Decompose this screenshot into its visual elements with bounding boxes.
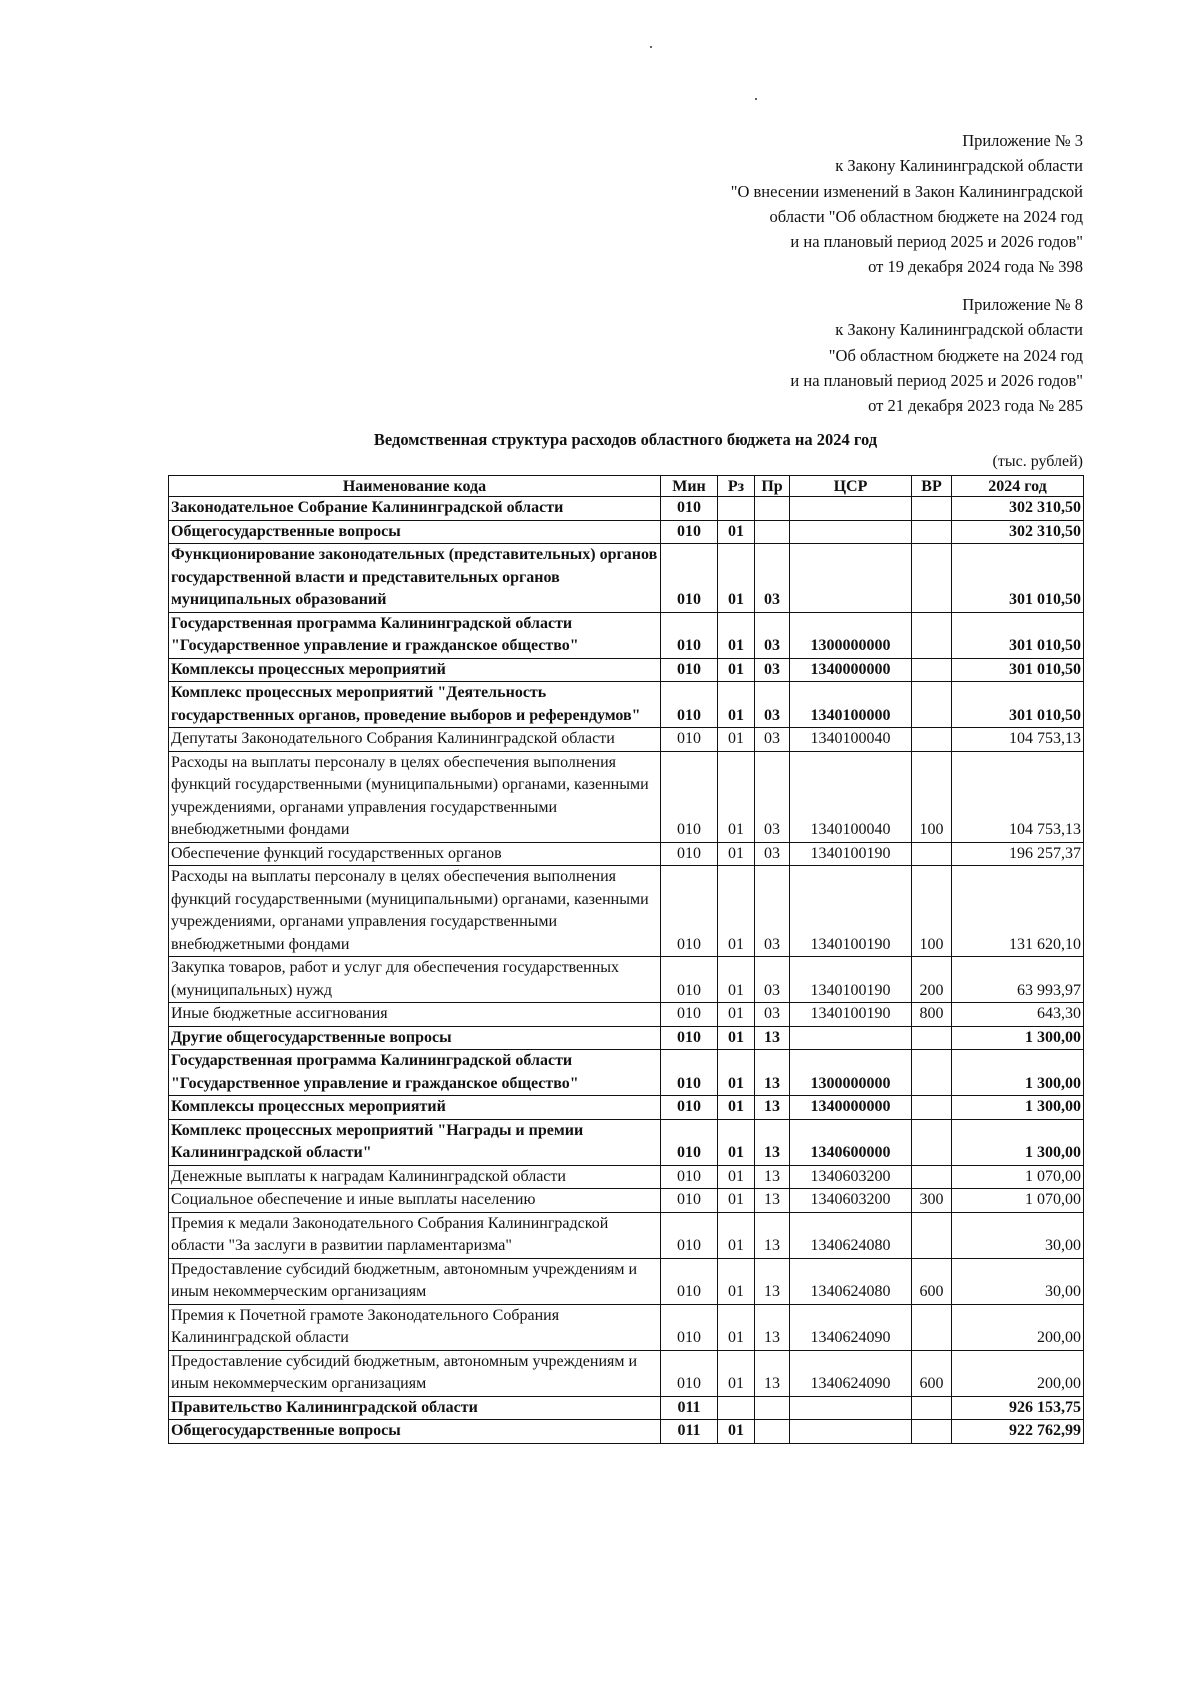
row-vr <box>912 1304 952 1350</box>
row-sum: 1 070,00 <box>952 1165 1084 1189</box>
row-sum: 200,00 <box>952 1304 1084 1350</box>
row-vr: 600 <box>912 1258 952 1304</box>
scan-speck <box>650 46 652 48</box>
table-row <box>169 682 1084 728</box>
row-name: Иные бюджетные ассигнования <box>169 1003 661 1027</box>
row-pr: 03 <box>755 728 790 752</box>
row-pr: 03 <box>755 544 790 613</box>
row-name: Комплекс процессных мероприятий "Деятельность государственных органов, проведение выборов и референдумов" <box>169 682 661 728</box>
row-name: Расходы на выплаты персоналу в целях обеспечения выполнения функций государственными (муниципальными) органами, казенными учреждениями, органами управления государственными внебюджетными фондами <box>169 866 661 957</box>
row-vr: 100 <box>912 751 952 842</box>
row-csr <box>790 497 912 521</box>
row-min: 010 <box>661 1003 718 1027</box>
table-row <box>169 1350 1084 1396</box>
table-row <box>169 497 1084 521</box>
row-vr <box>912 1050 952 1096</box>
row-min: 011 <box>661 1396 718 1420</box>
table-row <box>169 1165 1084 1189</box>
row-name: Предоставление субсидий бюджетным, автономным учреждениям и иным некоммерческим организациям <box>169 1258 661 1304</box>
col-header-sum: 2024 год <box>952 476 1084 497</box>
row-name: Расходы на выплаты персоналу в целях обеспечения выполнения функций государственными (муниципальными) органами, казенными учреждениями, органами управления государственными внебюджетными фондами <box>169 751 661 842</box>
row-sum: 1 300,00 <box>952 1096 1084 1120</box>
row-rz <box>718 497 755 521</box>
row-rz: 01 <box>718 520 755 544</box>
row-vr: 600 <box>912 1350 952 1396</box>
row-sum: 922 762,99 <box>952 1420 1084 1444</box>
row-csr <box>790 1396 912 1420</box>
row-csr: 1340624080 <box>790 1258 912 1304</box>
row-sum: 302 310,50 <box>952 520 1084 544</box>
col-header-min: Мин <box>661 476 718 497</box>
row-csr: 1340100000 <box>790 682 912 728</box>
header-line: и на плановый период 2025 и 2026 годов" <box>790 232 1083 252</box>
row-pr: 03 <box>755 866 790 957</box>
row-vr <box>912 1026 952 1050</box>
table-row <box>169 957 1084 1003</box>
row-pr: 03 <box>755 612 790 658</box>
header-line: области "Об областном бюджете на 2024 год <box>769 206 1083 226</box>
row-sum: 302 310,50 <box>952 497 1084 521</box>
row-rz: 01 <box>718 1003 755 1027</box>
row-pr: 13 <box>755 1350 790 1396</box>
row-sum: 1 300,00 <box>952 1050 1084 1096</box>
row-rz: 01 <box>718 1258 755 1304</box>
row-pr: 13 <box>755 1165 790 1189</box>
table-row <box>169 1050 1084 1096</box>
row-vr: 100 <box>912 866 952 957</box>
row-rz: 01 <box>718 842 755 866</box>
row-min: 010 <box>661 1258 718 1304</box>
row-sum: 30,00 <box>952 1258 1084 1304</box>
row-sum: 131 620,10 <box>952 866 1084 957</box>
row-vr <box>912 497 952 521</box>
row-name: Денежные выплаты к наградам Калининградской области <box>169 1165 661 1189</box>
row-pr: 13 <box>755 1119 790 1165</box>
row-min: 010 <box>661 520 718 544</box>
header-line: к Закону Калининградской области <box>835 320 1083 340</box>
table-row <box>169 1119 1084 1165</box>
col-header-name: Наименование кода <box>169 476 661 497</box>
row-csr: 1340624090 <box>790 1304 912 1350</box>
row-sum: 643,30 <box>952 1003 1084 1027</box>
document-title: Ведомственная структура расходов областного бюджета на 2024 год <box>373 430 878 449</box>
table-row <box>169 751 1084 842</box>
row-min: 010 <box>661 751 718 842</box>
row-pr: 13 <box>755 1212 790 1258</box>
row-name: Государственная программа Калининградской области "Государственное управление и гражданское общество" <box>169 1050 661 1096</box>
row-min: 010 <box>661 728 718 752</box>
row-name: Функционирование законодательных (представительных) органов государственной власти и представительных органов муниципальных образований <box>169 544 661 613</box>
row-sum: 301 010,50 <box>952 658 1084 682</box>
row-pr <box>755 520 790 544</box>
row-name: Правительство Калининградской области <box>169 1396 661 1420</box>
row-pr: 13 <box>755 1258 790 1304</box>
table-row <box>169 1189 1084 1213</box>
row-min: 010 <box>661 842 718 866</box>
row-csr: 1340100040 <box>790 728 912 752</box>
header-line: Приложение № 8 <box>962 295 1083 314</box>
row-name: Законодательное Собрание Калининградской области <box>169 497 661 521</box>
row-csr <box>790 1420 912 1444</box>
row-csr: 1340603200 <box>790 1165 912 1189</box>
col-header-vr: ВР <box>912 476 952 497</box>
row-min: 010 <box>661 1026 718 1050</box>
row-min: 010 <box>661 544 718 613</box>
table-row <box>169 612 1084 658</box>
row-min: 010 <box>661 658 718 682</box>
row-vr <box>912 842 952 866</box>
row-rz: 01 <box>718 1189 755 1213</box>
row-pr: 13 <box>755 1096 790 1120</box>
row-rz: 01 <box>718 544 755 613</box>
row-min: 010 <box>661 1304 718 1350</box>
header-line: "Об областном бюджете на 2024 год <box>828 345 1083 365</box>
row-sum: 200,00 <box>952 1350 1084 1396</box>
row-pr <box>755 497 790 521</box>
row-pr <box>755 1420 790 1444</box>
row-name: Общегосударственные вопросы <box>169 1420 661 1444</box>
scan-speck <box>755 98 757 100</box>
row-rz: 01 <box>718 1350 755 1396</box>
row-pr: 13 <box>755 1189 790 1213</box>
row-name: Комплексы процессных мероприятий <box>169 1096 661 1120</box>
row-vr <box>912 544 952 613</box>
row-rz: 01 <box>718 1420 755 1444</box>
row-csr: 1340000000 <box>790 658 912 682</box>
row-vr <box>912 1165 952 1189</box>
row-vr <box>912 1119 952 1165</box>
row-rz: 01 <box>718 682 755 728</box>
row-rz: 01 <box>718 1212 755 1258</box>
header-line: "О внесении изменений в Закон Калининградской <box>730 181 1083 201</box>
row-name: Социальное обеспечение и иные выплаты населению <box>169 1189 661 1213</box>
row-pr <box>755 1396 790 1420</box>
row-vr <box>912 612 952 658</box>
table-row <box>169 842 1084 866</box>
table-row <box>169 1258 1084 1304</box>
row-vr <box>912 682 952 728</box>
col-header-rz: Рз <box>718 476 755 497</box>
row-csr: 1300000000 <box>790 612 912 658</box>
budget-table <box>168 475 1084 1444</box>
row-sum: 196 257,37 <box>952 842 1084 866</box>
row-min: 010 <box>661 1096 718 1120</box>
row-rz: 01 <box>718 1026 755 1050</box>
row-pr: 03 <box>755 658 790 682</box>
row-name: Депутаты Законодательного Собрания Калининградской области <box>169 728 661 752</box>
row-sum: 301 010,50 <box>952 682 1084 728</box>
row-sum: 301 010,50 <box>952 544 1084 613</box>
row-vr: 200 <box>912 957 952 1003</box>
row-min: 010 <box>661 682 718 728</box>
row-name: Закупка товаров, работ и услуг для обеспечения государственных (муниципальных) нужд <box>169 957 661 1003</box>
row-csr: 1340624090 <box>790 1350 912 1396</box>
row-pr: 03 <box>755 751 790 842</box>
row-csr: 1340600000 <box>790 1119 912 1165</box>
row-rz: 01 <box>718 658 755 682</box>
row-name: Комплекс процессных мероприятий "Награды и премии Калининградской области" <box>169 1119 661 1165</box>
row-csr <box>790 544 912 613</box>
table-header-row <box>169 476 1084 497</box>
row-csr: 1300000000 <box>790 1050 912 1096</box>
row-csr: 1340100040 <box>790 751 912 842</box>
row-rz: 01 <box>718 1050 755 1096</box>
row-min: 010 <box>661 866 718 957</box>
row-vr <box>912 728 952 752</box>
row-csr: 1340603200 <box>790 1189 912 1213</box>
header-line: к Закону Калининградской области <box>835 156 1083 176</box>
row-rz: 01 <box>718 728 755 752</box>
row-csr: 1340100190 <box>790 1003 912 1027</box>
row-name: Премия к медали Законодательного Собрания Калининградской области "За заслуги в развитии парламентаризма" <box>169 1212 661 1258</box>
row-rz <box>718 1396 755 1420</box>
header-line: и на плановый период 2025 и 2026 годов" <box>790 370 1083 390</box>
row-csr <box>790 1026 912 1050</box>
appendix-3-header <box>731 128 1083 280</box>
row-vr <box>912 658 952 682</box>
row-rz: 01 <box>718 1096 755 1120</box>
row-rz: 01 <box>718 1304 755 1350</box>
row-vr <box>912 1396 952 1420</box>
header-line: Приложение № 3 <box>962 131 1083 150</box>
table-row <box>169 1304 1084 1350</box>
row-min: 010 <box>661 957 718 1003</box>
appendix-8-header <box>790 292 1083 418</box>
row-pr: 03 <box>755 957 790 1003</box>
row-name: Другие общегосударственные вопросы <box>169 1026 661 1050</box>
row-sum: 104 753,13 <box>952 728 1084 752</box>
row-min: 010 <box>661 1189 718 1213</box>
row-rz: 01 <box>718 957 755 1003</box>
row-pr: 03 <box>755 682 790 728</box>
row-sum: 63 993,97 <box>952 957 1084 1003</box>
row-vr <box>912 1420 952 1444</box>
row-sum: 1 300,00 <box>952 1119 1084 1165</box>
row-sum: 1 070,00 <box>952 1189 1084 1213</box>
table-row <box>169 658 1084 682</box>
row-min: 011 <box>661 1420 718 1444</box>
row-rz: 01 <box>718 866 755 957</box>
row-name: Комплексы процессных мероприятий <box>169 658 661 682</box>
row-csr: 1340624080 <box>790 1212 912 1258</box>
row-rz: 01 <box>718 612 755 658</box>
row-pr: 13 <box>755 1050 790 1096</box>
row-csr: 1340000000 <box>790 1096 912 1120</box>
table-row <box>169 1003 1084 1027</box>
row-vr <box>912 1096 952 1120</box>
row-name: Предоставление субсидий бюджетным, автономным учреждениям и иным некоммерческим организациям <box>169 1350 661 1396</box>
row-rz: 01 <box>718 1165 755 1189</box>
row-sum: 301 010,50 <box>952 612 1084 658</box>
table-row <box>169 1026 1084 1050</box>
row-pr: 03 <box>755 1003 790 1027</box>
units-note: (тыс. рублей) <box>992 453 1083 470</box>
row-min: 010 <box>661 1212 718 1258</box>
table-row <box>169 1212 1084 1258</box>
row-name: Премия к Почетной грамоте Законодательного Собрания Калининградской области <box>169 1304 661 1350</box>
col-header-csr: ЦСР <box>790 476 912 497</box>
row-pr: 13 <box>755 1304 790 1350</box>
row-min: 010 <box>661 1165 718 1189</box>
row-min: 010 <box>661 1050 718 1096</box>
row-vr: 800 <box>912 1003 952 1027</box>
row-min: 010 <box>661 1119 718 1165</box>
table-row <box>169 728 1084 752</box>
table-row <box>169 1396 1084 1420</box>
row-sum: 926 153,75 <box>952 1396 1084 1420</box>
row-sum: 30,00 <box>952 1212 1084 1258</box>
table-row <box>169 1096 1084 1120</box>
row-csr: 1340100190 <box>790 957 912 1003</box>
row-vr <box>912 1212 952 1258</box>
row-vr: 300 <box>912 1189 952 1213</box>
row-pr: 03 <box>755 842 790 866</box>
row-csr: 1340100190 <box>790 866 912 957</box>
header-line: от 21 декабря 2023 года № 285 <box>868 396 1083 416</box>
table-row <box>169 1420 1084 1444</box>
row-min: 010 <box>661 612 718 658</box>
row-pr: 13 <box>755 1026 790 1050</box>
row-min: 010 <box>661 497 718 521</box>
row-csr <box>790 520 912 544</box>
row-rz: 01 <box>718 1119 755 1165</box>
table-row <box>169 520 1084 544</box>
row-name: Обеспечение функций государственных органов <box>169 842 661 866</box>
row-vr <box>912 520 952 544</box>
table-row <box>169 544 1084 613</box>
row-name: Общегосударственные вопросы <box>169 520 661 544</box>
col-header-pr: Пр <box>755 476 790 497</box>
row-sum: 1 300,00 <box>952 1026 1084 1050</box>
row-name: Государственная программа Калининградской области "Государственное управление и гражданское общество" <box>169 612 661 658</box>
row-rz: 01 <box>718 751 755 842</box>
table-row <box>169 866 1084 957</box>
row-sum: 104 753,13 <box>952 751 1084 842</box>
row-csr: 1340100190 <box>790 842 912 866</box>
header-line: от 19 декабря 2024 года № 398 <box>868 257 1083 277</box>
row-min: 010 <box>661 1350 718 1396</box>
